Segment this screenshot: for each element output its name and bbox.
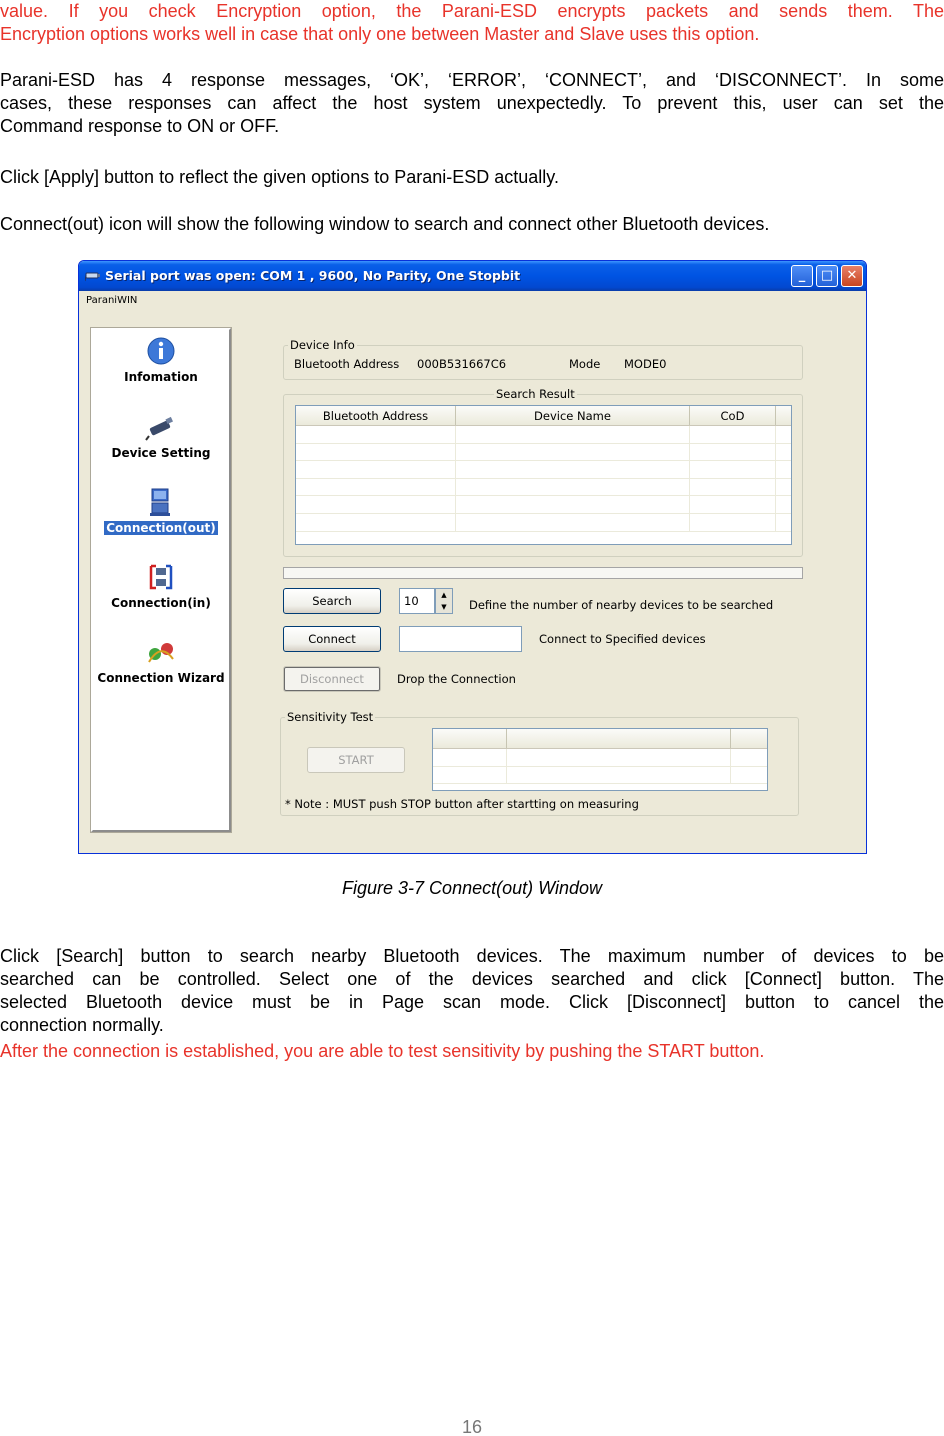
connect-button[interactable]: Connect xyxy=(283,626,381,652)
text-line: selected Bluetooth device must be in Page scan mode. Click [Disconnect] button to cancel the xyxy=(0,992,944,1012)
mode-label: Mode xyxy=(569,357,601,371)
sensitivity-table[interactable] xyxy=(432,728,768,791)
sidebar xyxy=(91,328,231,832)
paragraph-sensitivity xyxy=(0,1040,944,1063)
search-progress-bar xyxy=(283,567,803,579)
device-info-legend: Device Info xyxy=(290,338,355,352)
column-device-name[interactable]: Device Name xyxy=(456,406,690,425)
column-cod[interactable]: CoD xyxy=(690,406,776,425)
connection-in-icon xyxy=(144,562,178,592)
search-button[interactable]: Search xyxy=(283,588,381,614)
text-line: After the connection is established, you are able to test sensitivity by pushing the START button. xyxy=(0,1041,765,1061)
figure-caption: Figure 3-7 Connect(out) Window xyxy=(342,878,602,898)
text-line: Encryption options works well in case that only one between Master and Slave uses this option. xyxy=(0,24,760,44)
column-bluetooth-address[interactable]: Bluetooth Address xyxy=(296,406,456,425)
nav-information[interactable] xyxy=(93,336,229,384)
device-setting-icon xyxy=(144,412,178,442)
spin-down-icon[interactable]: ▼ xyxy=(441,603,447,611)
nav-device-setting[interactable] xyxy=(93,412,229,460)
disconnect-button[interactable]: Disconnect xyxy=(283,666,381,692)
table-row[interactable] xyxy=(296,479,791,497)
start-button[interactable]: START xyxy=(307,747,405,773)
nav-connection-wizard[interactable] xyxy=(93,637,229,685)
search-result-table[interactable] xyxy=(295,405,792,545)
nav-connection-wizard-label: Connection Wizard xyxy=(97,671,225,685)
menu-paraniwin[interactable]: ParaniWIN xyxy=(86,295,138,306)
table-row[interactable] xyxy=(296,496,791,514)
table-row[interactable] xyxy=(433,749,767,767)
table-header xyxy=(296,406,791,426)
nav-device-setting-label: Device Setting xyxy=(111,446,211,460)
sensitivity-test-legend: Sensitivity Test xyxy=(287,710,374,724)
paragraph-apply xyxy=(0,166,944,189)
parani-win-window xyxy=(78,260,867,854)
text-line: cases, these responses can affect the host system unexpectedly. To prevent this, user can set the xyxy=(0,93,944,113)
page-number: 16 xyxy=(461,1417,483,1436)
spin-up-icon[interactable]: ▲ xyxy=(441,591,447,599)
mode-value: MODE0 xyxy=(624,357,667,371)
table-row[interactable] xyxy=(296,426,791,444)
minimize-button[interactable]: _ xyxy=(791,265,813,287)
nav-connection-out[interactable] xyxy=(93,487,229,535)
table-row[interactable] xyxy=(296,461,791,479)
nav-connection-out-label: Connection(out) xyxy=(106,521,216,535)
text-line: Parani-ESD has 4 response messages, ‘OK’, ‘ERROR’, ‘CONNECT’, and ‘DISCONNECT’. In some xyxy=(0,70,944,90)
close-button[interactable]: ✕ xyxy=(841,265,863,287)
table-row[interactable] xyxy=(296,444,791,462)
info-icon xyxy=(144,336,178,366)
table-row[interactable] xyxy=(296,514,791,532)
connection-wizard-icon xyxy=(144,637,178,667)
table-row[interactable] xyxy=(433,767,767,785)
serial-port-icon xyxy=(85,268,101,282)
nav-connection-in-label: Connection(in) xyxy=(111,596,211,610)
search-count-input[interactable]: 10 xyxy=(399,588,435,614)
connect-address-input[interactable] xyxy=(399,626,522,652)
connect-description: Connect to Specified devices xyxy=(539,632,706,646)
connection-out-icon xyxy=(144,487,178,517)
title-bar[interactable] xyxy=(79,261,866,291)
menu-bar xyxy=(79,291,866,310)
paragraph-encryption xyxy=(0,0,944,46)
text-line: Click [Apply] button to reflect the given options to Parani-ESD actually. xyxy=(0,167,559,187)
nav-information-label: Infomation xyxy=(124,370,198,384)
text-line: Connect(out) icon will show the following window to search and connect other Bluetooth devices. xyxy=(0,214,770,234)
disconnect-description: Drop the Connection xyxy=(397,672,516,686)
search-result-legend: Search Result xyxy=(496,387,575,401)
text-line: searched can be controlled. Select one of the devices searched and click [Connect] button. The xyxy=(0,969,944,989)
nav-connection-in[interactable] xyxy=(93,562,229,610)
text-line: connection normally. xyxy=(0,1015,164,1035)
text-line: value. If you check Encryption option, the Parani-ESD encrypts packets and sends them. The xyxy=(0,1,944,21)
bluetooth-address-label: Bluetooth Address xyxy=(294,357,400,371)
window-title: Serial port was open: COM 1 , 9600, No Parity, One Stopbit xyxy=(105,268,521,283)
paragraph-connect-out xyxy=(0,213,944,236)
paragraph-search-connect xyxy=(0,945,944,1037)
table-header xyxy=(433,729,767,749)
paragraph-response-messages xyxy=(0,69,944,138)
maximize-button[interactable]: □ xyxy=(816,265,838,287)
bluetooth-address-value: 000B531667C6 xyxy=(417,357,507,371)
search-count-spinner[interactable] xyxy=(435,588,453,614)
text-line: Click [Search] button to search nearby Bluetooth devices. The maximum number of devices to be xyxy=(0,946,944,966)
text-line: Command response to ON or OFF. xyxy=(0,116,280,136)
sensitivity-note: * Note : MUST push STOP button after startting on measuring xyxy=(285,797,639,811)
search-description: Define the number of nearby devices to be searched xyxy=(469,598,774,612)
